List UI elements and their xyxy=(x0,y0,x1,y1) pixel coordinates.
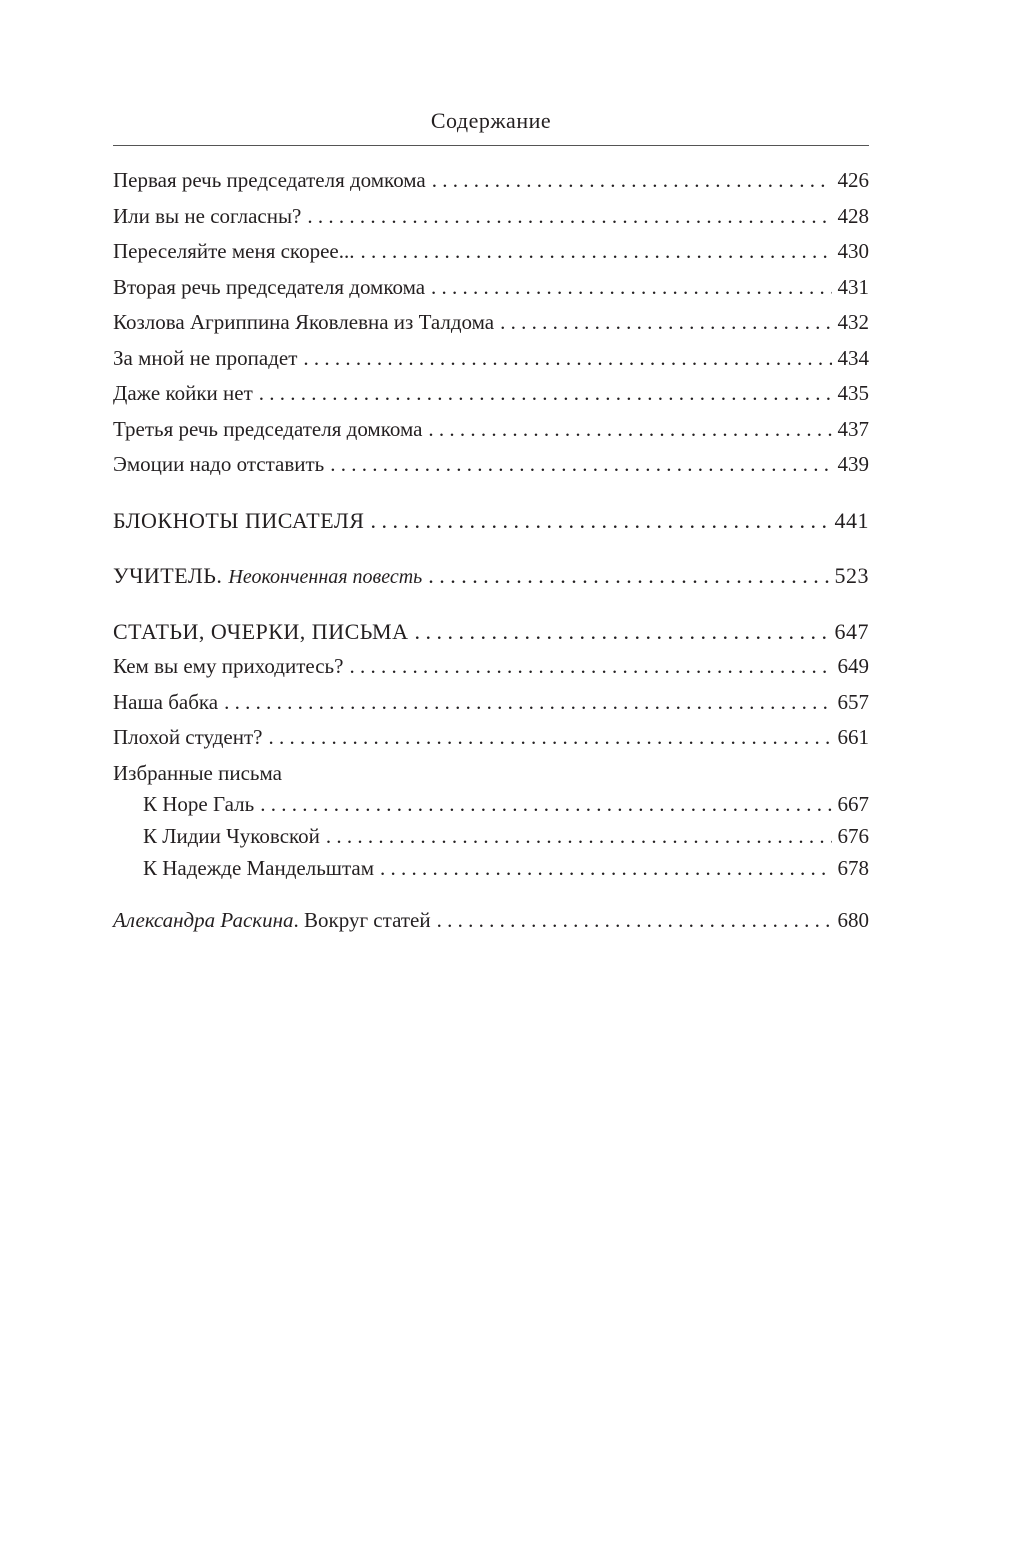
entry-title: Или вы не согласны? xyxy=(113,203,302,228)
toc-entry xyxy=(113,856,869,888)
page-number: 647 xyxy=(834,618,869,644)
entry-author: Александра Раскина xyxy=(113,907,294,932)
page-number: 432 xyxy=(837,310,869,334)
dot-leader xyxy=(349,654,831,679)
section-title-main: УЧИТЕЛЬ. xyxy=(113,563,223,588)
entry-title: Третья речь председателя домкома xyxy=(113,416,423,441)
entry-title: К Надежде Мандельштам xyxy=(143,855,375,880)
section-title: СТАТЬИ, ОЧЕРКИ, ПИСЬМА xyxy=(113,618,409,644)
dot-leader xyxy=(431,275,831,300)
entry-title: Эмоции надо отставить xyxy=(113,452,325,476)
dot-leader xyxy=(268,725,831,750)
entry-title-text: . Вокруг статей xyxy=(293,907,431,932)
dot-leader xyxy=(428,417,831,442)
dot-leader xyxy=(259,381,832,406)
toc-entry xyxy=(113,346,869,382)
dot-leader xyxy=(370,508,828,534)
dot-leader xyxy=(360,239,831,264)
dot-leader xyxy=(326,824,832,849)
dot-leader xyxy=(500,310,831,335)
page-number: 439 xyxy=(837,452,869,476)
toc-entry xyxy=(113,310,869,346)
page-number: 435 xyxy=(837,381,869,405)
page-number: 426 xyxy=(837,168,869,192)
toc-entry xyxy=(113,908,869,944)
page-number: 434 xyxy=(837,345,869,370)
toc-entry xyxy=(113,824,869,856)
entry-title: К Лидии Чуковской xyxy=(143,823,320,848)
page-number: 428 xyxy=(837,203,869,228)
dot-leader xyxy=(330,452,831,477)
toc-entry xyxy=(113,239,869,275)
page-number: 441 xyxy=(834,507,869,533)
section-title: БЛОКНОТЫ ПИСАТЕЛЯ xyxy=(113,507,365,533)
page-number: 657 xyxy=(837,689,869,714)
toc-entry xyxy=(113,452,869,488)
entry-title: К Норе Галь xyxy=(143,791,255,816)
page-number: 667 xyxy=(837,791,869,816)
toc-entry xyxy=(113,654,869,690)
toc-entry xyxy=(113,204,869,240)
entry-title: Наша бабка xyxy=(113,689,219,714)
entry-title: Козлова Агриппина Яковлевна из Талдома xyxy=(113,310,495,334)
toc-entry xyxy=(113,168,869,204)
page-number: 649 xyxy=(837,654,869,678)
entry-title: Даже койки нет xyxy=(113,381,253,405)
dot-leader xyxy=(428,563,828,589)
toc-entry xyxy=(113,690,869,726)
section-subtitle: Неоконченная повесть xyxy=(228,566,423,588)
section-title xyxy=(113,563,422,589)
page-number: 661 xyxy=(837,725,869,749)
toc-entry xyxy=(113,725,869,761)
entry-title: Вторая речь председателя домкома xyxy=(113,274,426,299)
dot-leader xyxy=(380,856,831,881)
table-of-contents xyxy=(113,168,869,943)
entry-title: Кем вы ему приходитесь? xyxy=(113,654,344,678)
toc-entry xyxy=(113,275,869,311)
entry-title: Первая речь председателя домкома xyxy=(113,168,426,192)
page-number: 680 xyxy=(837,907,869,932)
group-title: Избранные письма xyxy=(113,760,282,785)
dot-leader xyxy=(260,792,831,817)
dot-leader xyxy=(307,204,831,229)
toc-group-heading xyxy=(113,761,869,792)
dot-leader xyxy=(432,168,832,193)
page-number: 678 xyxy=(837,855,869,880)
toc-section xyxy=(113,508,869,544)
toc-entry xyxy=(113,417,869,453)
page-number: 431 xyxy=(837,274,869,299)
header-rule xyxy=(113,145,869,146)
entry-title: За мной не пропадет xyxy=(113,345,298,370)
toc-section xyxy=(113,619,869,655)
page-number: 523 xyxy=(834,563,869,588)
toc-entry xyxy=(113,381,869,417)
toc-entry xyxy=(113,792,869,824)
entry-title: Плохой студент? xyxy=(113,725,263,749)
page-number: 430 xyxy=(837,239,869,263)
dot-leader xyxy=(224,690,831,715)
entry-title: Переселяйте меня скорее... xyxy=(113,239,355,263)
page-number: 437 xyxy=(837,416,869,441)
dot-leader xyxy=(437,908,832,933)
dot-leader xyxy=(303,346,831,371)
page-number: 676 xyxy=(837,823,869,848)
running-header: Содержание xyxy=(430,108,552,133)
dot-leader xyxy=(414,619,828,645)
entry-title xyxy=(113,908,431,933)
toc-section xyxy=(113,563,869,599)
